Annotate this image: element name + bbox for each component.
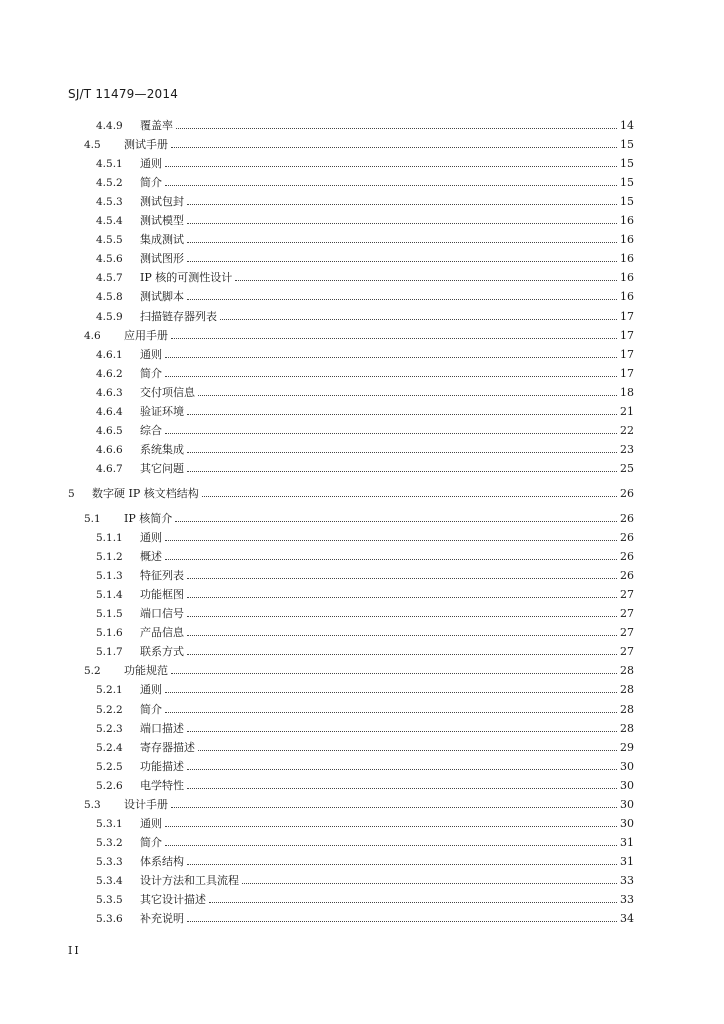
toc-entry-page: 15: [620, 195, 634, 209]
toc-entry-number: 5.2.6: [96, 779, 123, 792]
toc-entry[interactable]: [96, 460, 634, 478]
toc-entry-page: 16: [620, 252, 634, 266]
toc-entry-number: 4.6.1: [96, 348, 123, 361]
toc-entry-page: 28: [620, 702, 634, 716]
toc-entry[interactable]: [84, 510, 634, 528]
toc-entry-title: 通则: [140, 683, 162, 697]
toc-entry[interactable]: [96, 422, 634, 440]
toc-entry-page: 28: [620, 683, 634, 697]
dot-leader: [165, 540, 617, 541]
toc-entry-title: 扫描链存器列表: [140, 309, 217, 323]
page-number: II: [68, 944, 81, 957]
toc-entry-title: 设计手册: [124, 797, 168, 811]
dot-leader: [165, 166, 617, 167]
toc-entry-number: 5.3: [84, 798, 101, 811]
toc-entry[interactable]: [84, 327, 634, 345]
toc-entry-title: 测试手册: [124, 138, 168, 152]
toc-entry-page: 17: [620, 309, 634, 323]
toc-entry[interactable]: [84, 796, 634, 814]
dot-leader: [187, 299, 617, 300]
toc-entry[interactable]: [96, 155, 634, 173]
toc-entry-number: 4.5.4: [96, 215, 123, 228]
dot-leader: [171, 338, 617, 339]
toc-entry-number: 4.6.7: [96, 462, 123, 475]
toc-entry[interactable]: [96, 815, 634, 833]
toc-entry-page: 16: [620, 290, 634, 304]
toc-entry-title: 通则: [140, 816, 162, 830]
toc-entry-title: 补充说明: [140, 912, 184, 926]
toc-entry-number: 4.6.6: [96, 443, 123, 456]
toc-entry-number: 4.5.2: [96, 177, 123, 190]
toc-entry-title: 通则: [140, 157, 162, 171]
dot-leader: [187, 788, 617, 789]
toc-entry[interactable]: [84, 662, 634, 680]
toc-entry[interactable]: [96, 269, 634, 287]
toc-entry-page: 15: [620, 138, 634, 152]
toc-entry[interactable]: [96, 231, 634, 249]
dot-leader: [187, 261, 617, 262]
toc-entry-title: 功能规范: [124, 664, 168, 678]
dot-leader: [187, 616, 617, 617]
toc-entry-number: 4.5.8: [96, 291, 123, 304]
toc-entry-title: 电学特性: [140, 778, 184, 792]
dot-leader: [187, 635, 617, 636]
toc-entry-title: 功能框图: [140, 588, 184, 602]
toc-entry-title: 测试图形: [140, 252, 184, 266]
dot-leader: [175, 521, 617, 522]
toc-entry-number: 4.4.9: [96, 120, 123, 132]
dot-leader: [187, 223, 617, 224]
toc-entry-number: 4.5.3: [96, 196, 123, 209]
toc-entry-page: 33: [620, 893, 634, 906]
toc-entry-page: 27: [620, 588, 634, 602]
toc-entry-page: 15: [620, 157, 634, 171]
toc-entry[interactable]: [96, 548, 634, 566]
toc-entry-number: 4.5.9: [96, 310, 123, 323]
toc-entry-number: 5.3.6: [96, 913, 123, 926]
dot-leader: [171, 807, 617, 808]
toc-entry-page: 16: [620, 271, 634, 285]
toc-entry-page: 26: [620, 569, 634, 583]
toc-entry-title: 综合: [140, 423, 162, 437]
toc-entry-number: 5.1.1: [96, 532, 123, 545]
dot-leader: [165, 712, 617, 713]
toc-entry[interactable]: [96, 739, 634, 757]
toc-entry[interactable]: [96, 441, 634, 459]
toc-entry-title: IP 核的可测性设计: [140, 271, 233, 285]
toc-entry[interactable]: [96, 117, 634, 135]
toc-entry-page: 30: [620, 797, 634, 811]
dot-leader: [242, 883, 617, 884]
toc-entry-page: 29: [620, 740, 634, 754]
toc-entry-title: 寄存器描述: [140, 740, 195, 754]
toc-entry-number: 4.5.7: [96, 272, 123, 285]
toc-entry-page: 17: [620, 347, 634, 361]
toc-entry[interactable]: [96, 605, 634, 623]
dot-leader: [171, 147, 617, 148]
dot-leader: [165, 692, 617, 693]
toc-entry-number: 5.1.6: [96, 627, 123, 640]
toc-entry-title: 集成测试: [140, 233, 184, 247]
toc-entry-page: 26: [620, 550, 634, 564]
toc-entry-page: 15: [620, 176, 634, 190]
toc-entry[interactable]: [96, 681, 634, 699]
toc-entry[interactable]: [96, 250, 634, 268]
dot-leader: [165, 559, 617, 560]
toc-entry-title: 特征列表: [140, 569, 184, 583]
toc-entry-title: 系统集成: [140, 442, 184, 456]
toc-entry[interactable]: [96, 346, 634, 364]
toc-entry[interactable]: [96, 174, 634, 192]
toc-entry-number: 5.3.5: [96, 894, 123, 906]
dot-leader: [187, 597, 617, 598]
toc-entry-title: 覆盖率: [140, 119, 173, 132]
toc-entry-page: 22: [620, 423, 634, 437]
toc-entry[interactable]: [96, 384, 634, 402]
toc-entry-page: 26: [620, 486, 634, 500]
toc-entry-number: 4.5.1: [96, 158, 123, 171]
toc-entry-title: 功能描述: [140, 759, 184, 773]
toc-entry-number: 4.6.5: [96, 424, 123, 437]
toc-entry-title: 验证环境: [140, 404, 184, 418]
dot-leader: [165, 433, 617, 434]
toc-entry-number: 5.1: [84, 513, 101, 525]
toc-entry-title: 其它设计描述: [140, 893, 206, 906]
toc-entry-title: 测试包封: [140, 195, 184, 209]
toc-entry-number: 4.5.5: [96, 234, 123, 247]
toc-entry[interactable]: [96, 308, 634, 326]
toc-entry[interactable]: [68, 485, 634, 503]
toc-entry[interactable]: [96, 758, 634, 776]
toc-entry-number: 4.6.2: [96, 367, 123, 380]
toc-entry-page: 31: [620, 854, 634, 868]
toc-entry-page: 30: [620, 816, 634, 830]
toc-entry-number: 5.2: [84, 665, 101, 678]
toc-entry-title: 端口信号: [140, 607, 184, 621]
toc-entry-number: 4.5.6: [96, 253, 123, 266]
dot-leader: [187, 769, 617, 770]
toc-entry-page: 27: [620, 645, 634, 659]
toc-entry-title: 其它问题: [140, 461, 184, 475]
toc-entry-page: 27: [620, 626, 634, 640]
toc-entry[interactable]: [96, 403, 634, 421]
toc-entry-page: 33: [620, 873, 634, 887]
document-id: SJ/T 11479—2014: [68, 87, 179, 101]
dot-leader: [220, 319, 617, 320]
toc-entry[interactable]: [96, 853, 634, 871]
dot-leader: [187, 452, 617, 453]
dot-leader: [187, 731, 617, 732]
dot-leader: [198, 750, 617, 751]
toc-entry-page: 21: [620, 404, 634, 418]
toc-entry[interactable]: [96, 365, 634, 383]
toc-entry-page: 28: [620, 721, 634, 735]
toc-entry-number: 5.1.7: [96, 646, 123, 659]
dot-leader: [187, 921, 617, 922]
toc-entry-title: IP 核简介: [124, 512, 173, 525]
toc-entry-number: 4.5: [84, 139, 101, 152]
toc-entry[interactable]: [96, 529, 634, 547]
toc-entry[interactable]: [96, 586, 634, 604]
dot-leader: [187, 864, 617, 865]
toc-entry-title: 简介: [140, 176, 162, 190]
toc-entry[interactable]: [84, 136, 634, 154]
dot-leader: [187, 471, 617, 472]
dot-leader: [198, 395, 617, 396]
toc-entry[interactable]: [96, 872, 634, 890]
toc-entry-page: 30: [620, 778, 634, 792]
dot-leader: [176, 128, 617, 129]
toc-entry-number: 5.1.4: [96, 589, 123, 602]
dot-leader: [235, 280, 617, 281]
toc-entry-number: 5: [68, 487, 75, 500]
dot-leader: [202, 496, 617, 497]
toc-entry-title: 设计方法和工具流程: [140, 873, 239, 887]
dot-leader: [165, 185, 617, 186]
toc-entry-number: 5.1.5: [96, 608, 123, 621]
toc-entry-number: 5.1.3: [96, 570, 123, 583]
toc-entry-title: 数字硬 IP 核文档结构: [92, 486, 199, 500]
toc-entry-title: 通则: [140, 531, 162, 545]
toc-entry-page: 17: [620, 328, 634, 342]
dot-leader: [165, 357, 617, 358]
toc-entry[interactable]: [96, 891, 634, 909]
dot-leader: [187, 578, 617, 579]
dot-leader: [187, 242, 617, 243]
toc-entry-page: 14: [620, 119, 634, 132]
toc-entry-number: 5.1.2: [96, 551, 123, 564]
dot-leader: [165, 826, 617, 827]
toc-entry-number: 4.6.4: [96, 405, 123, 418]
toc-entry-title: 端口描述: [140, 721, 184, 735]
toc-entry[interactable]: [96, 193, 634, 211]
toc-entry-number: 5.3.2: [96, 836, 123, 849]
toc-entry-title: 简介: [140, 366, 162, 380]
toc-entry-title: 概述: [140, 550, 162, 564]
toc-entry[interactable]: [96, 834, 634, 852]
toc-entry-title: 应用手册: [124, 328, 168, 342]
toc-entry-page: 23: [620, 442, 634, 456]
toc-entry-number: 4.6: [84, 329, 101, 342]
toc-entry-number: 5.2.2: [96, 703, 123, 716]
toc-entry-title: 测试模型: [140, 214, 184, 228]
toc-entry[interactable]: [96, 643, 634, 661]
toc-entry-number: 5.2.4: [96, 741, 123, 754]
toc-entry-page: 31: [620, 835, 634, 849]
toc-entry-page: 25: [620, 461, 634, 475]
toc-entry-number: 5.3.1: [96, 817, 123, 830]
toc-entry-title: 通则: [140, 347, 162, 361]
toc-entry[interactable]: [96, 720, 634, 738]
dot-leader: [209, 902, 617, 903]
dot-leader: [187, 204, 617, 205]
toc-entry-page: 17: [620, 366, 634, 380]
toc-entry-page: 28: [620, 664, 634, 678]
toc-entry-number: 5.2.3: [96, 722, 123, 735]
toc-entry[interactable]: [96, 701, 634, 719]
dot-leader: [187, 414, 617, 415]
toc-entry-page: 18: [620, 385, 634, 399]
toc-entry[interactable]: [96, 288, 634, 306]
toc-entry-number: 4.6.3: [96, 386, 123, 399]
toc-entry-title: 简介: [140, 702, 162, 716]
toc-entry-number: 5.3.3: [96, 855, 123, 868]
dot-leader: [187, 654, 617, 655]
toc-entry[interactable]: [96, 910, 634, 928]
dot-leader: [165, 845, 617, 846]
toc-entry[interactable]: [96, 212, 634, 230]
toc-entry-number: 5.2.5: [96, 760, 123, 773]
toc-entry-page: 34: [620, 912, 634, 926]
toc-entry[interactable]: [96, 567, 634, 585]
toc-entry-page: 27: [620, 607, 634, 621]
toc-entry-title: 体系结构: [140, 854, 184, 868]
dot-leader: [171, 673, 617, 674]
toc-entry-title: 简介: [140, 835, 162, 849]
toc-entry-title: 测试脚本: [140, 290, 184, 304]
toc-entry-title: 产品信息: [140, 626, 184, 640]
toc-entry-page: 26: [620, 531, 634, 545]
toc-entry-title: 交付项信息: [140, 385, 195, 399]
toc-entry-page: 16: [620, 233, 634, 247]
toc-entry-page: 26: [620, 512, 634, 525]
toc-entry[interactable]: [96, 624, 634, 642]
toc-entry[interactable]: [96, 777, 634, 795]
dot-leader: [165, 376, 617, 377]
toc-entry-number: 5.2.1: [96, 684, 123, 697]
toc-entry-number: 5.3.4: [96, 874, 123, 887]
toc-entry-title: 联系方式: [140, 645, 184, 659]
toc-entry-page: 16: [620, 214, 634, 228]
toc-entry-page: 30: [620, 759, 634, 773]
